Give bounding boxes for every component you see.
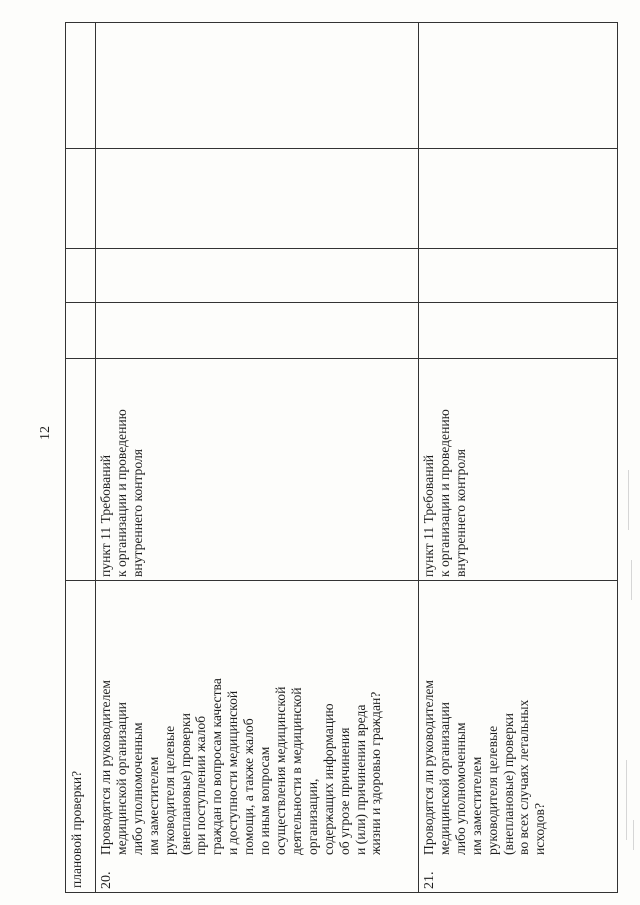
row-20-question: Проводятся ли руководителем медицинской организации либо уполномоченным им заместителем руководителя целевые (внеплановые) проверки при поступлении жалоб граждан по вопросам качества и доступности медицинской помощи, а также жалоб по иным вопросам осуществления медицинской деятельности в медицинской организации, содержащих информацию об угрозе причинения и (или) причинении вреда жизни и здоровью граждан?: [98, 678, 384, 855]
row-21-question: Проводятся ли руководителем медицинской организации либо уполномоченным им заместителем руководителя целевые (внеплановые) проверки во всех случаях летальных исходов?: [421, 680, 548, 855]
table-rule: [65, 248, 618, 249]
table-rule: [418, 22, 419, 893]
header-question-text: плановой проверки?: [69, 770, 84, 888]
table-rule: [95, 22, 96, 893]
table-rule: [65, 302, 618, 303]
row-20-reference: пункт 11 Требований к организации и проведению внутреннего контроля: [98, 409, 145, 577]
row-20-number: 20.: [99, 871, 114, 889]
row-21-reference: пункт 11 Требований к организации и проведению внутреннего контроля: [421, 409, 468, 577]
table-rule: [65, 148, 618, 149]
scan-artifact: [626, 760, 627, 840]
scan-artifact: [628, 470, 629, 530]
scan-artifact: [633, 820, 634, 850]
page-number: 12: [38, 426, 53, 440]
table-rule: [65, 358, 618, 359]
scan-artifact: [631, 560, 632, 600]
row-21-number: 21.: [422, 871, 437, 889]
